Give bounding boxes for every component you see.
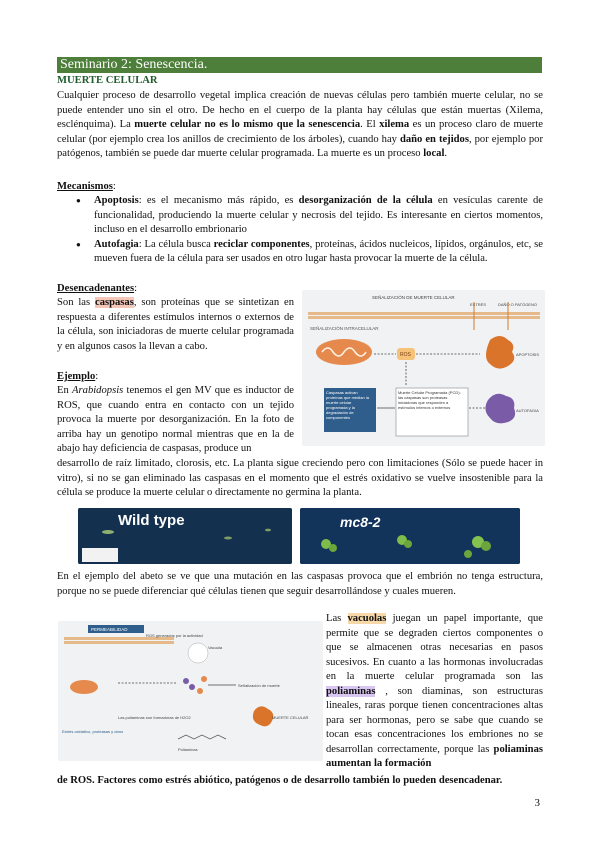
polyamine-diagram xyxy=(58,621,323,761)
section-header xyxy=(57,57,542,73)
mc8-photo xyxy=(300,508,520,564)
intro-paragraph xyxy=(57,89,543,162)
pcd-box-text: Muerte Celular Programada (PCD): las caspasas son proteasas iniciadoras que responden a estímulos internos o externos xyxy=(398,390,461,410)
item-bold: desorganización de la célula xyxy=(298,195,433,206)
item-label: Autofagia xyxy=(94,238,139,250)
heading-text: Ejemplo xyxy=(57,371,96,382)
photo-svg xyxy=(300,508,520,564)
intro-bold: muerte celular no es lo mismo que la senescencia xyxy=(134,119,361,130)
photo-svg xyxy=(78,508,292,564)
polyamine-dot xyxy=(201,676,207,682)
heading-colon: : xyxy=(112,181,116,192)
para-text: Las xyxy=(326,613,348,624)
intro-bold: daño en tejidos xyxy=(399,133,469,145)
item-text: : es el mecanismo más rápido, es xyxy=(138,195,299,206)
intro-bold: local xyxy=(423,148,445,159)
para-text: , son proteínas que se sintetizan en respuesta a diferentes estímulos internos o externos de la célula, son iniciadoras de muerte celular programada y en algunos casos la llevan a cabo. xyxy=(57,297,294,352)
autofagia-label: AUTOFAGIA xyxy=(516,408,539,413)
dying-cell-icon xyxy=(253,706,273,726)
intro-text: , por ejemplo por patógenos, también se puede dar muerte celular programada. La muerte es un proceso xyxy=(57,133,543,159)
vacuolas-last-line xyxy=(57,774,543,789)
highlight-caspasas: caspasas xyxy=(95,297,134,308)
photo-bg xyxy=(300,508,520,564)
caspase-box-text: Caspasas activan proteínas que median la muerte celular programada y la degradación de componentes xyxy=(326,390,369,420)
polyamine-dot xyxy=(197,688,203,694)
diagram-label-stress: ESTRÉS xyxy=(470,302,487,307)
intro-text: es un proceso claro de muerte celular (por ejemplo crea los anillos de crecimiento de los árboles), cuando hay xyxy=(57,119,543,145)
diagram-svg xyxy=(58,621,323,761)
diagram-svg xyxy=(302,290,545,446)
heading-colon: : xyxy=(95,371,99,382)
apoptosis-label: APOPTOSIS xyxy=(516,352,540,357)
item-label: Apoptosis xyxy=(94,195,139,206)
signal-label: Señalización de muerte xyxy=(238,683,280,688)
vacuole-icon xyxy=(188,643,208,663)
apoptotic-body-icon xyxy=(486,336,514,369)
desencadenantes-heading xyxy=(57,282,137,297)
para-text: desarrollo de raíz limitado, clorosis, etc. La planta sigue creciendo pero con limitaciones (Sólo se puede hacer in vitro), si no se gan eliminado las caspasas en el momento que el estrés oxidativo se vuelve insostenible para la célula se produce la muerte celular o directamente no germina la planta. xyxy=(57,458,543,498)
photo-label: Wild type xyxy=(118,512,185,529)
diagram-label-damage: DAÑO O PATÓGENO xyxy=(498,302,537,307)
ros-label: ROS xyxy=(400,352,411,358)
polyamine-dot xyxy=(189,684,195,690)
seedling-icon xyxy=(464,550,472,558)
seedling-icon xyxy=(102,530,114,534)
para-text: tenemos el gen MV que es inductor de ROS, que cuando entra en contacto con un tejido provoca la muerte por desorganización. En la foto de arriba hay un genotipo normal mientras que en la de abajo hay deficiencia de caspasas, produce un xyxy=(57,385,294,454)
mecanismos-heading xyxy=(57,180,116,195)
seedling-icon xyxy=(265,529,271,532)
highlight-poliaminas: poliaminas xyxy=(326,685,376,697)
species-name: Arabidopsis xyxy=(72,385,124,396)
para-bold: poliaminas aumentan la formación xyxy=(326,743,543,769)
photo-label: mc8-2 xyxy=(340,514,381,530)
diagram-label-intracell: SEÑALIZACIÓN INTRACELULAR xyxy=(310,326,379,331)
photo-scalebar xyxy=(82,548,118,562)
desencadenantes-paragraph xyxy=(57,296,294,354)
polyamine-label: Las poliaminas son formadoras de H2O2 xyxy=(118,715,191,720)
polyamine-structure xyxy=(178,735,226,739)
intro-bold: xilema xyxy=(379,119,410,130)
mitochondrion-icon xyxy=(70,680,98,694)
highlight-vacuolas: vacuolas xyxy=(347,613,387,624)
intro-text: Cualquier proceso de desarrollo vegetal implica creación de nuevas células pero también muerte celular, no se puede entender uno sin el otro. De hecho en el cuerpo de la planta hay células que están muertas (Xilema, esclénquima). La xyxy=(57,90,543,130)
diagram-title: PERMEABILIDAD xyxy=(91,627,128,632)
seedling-icon xyxy=(481,541,491,551)
membrane-band xyxy=(308,316,540,319)
heading-text: Desencadenantes xyxy=(57,283,135,294)
list-item xyxy=(74,238,543,267)
item-bold: reciclar componentes xyxy=(213,238,310,250)
seedling-icon xyxy=(404,540,412,548)
seedling-icon xyxy=(224,537,232,540)
membrane-band xyxy=(64,641,174,644)
para-text: En el ejemplo del abeto se ve que una mutación en las caspasas provoca que el embrión no tenga estructura, porque no se puede diferenciar qué células tienen que seguir desarrollándose y cuales mueren. xyxy=(57,571,543,597)
subsection-title: MUERTE CELULAR xyxy=(57,75,158,86)
ros-label: ROS generados por la actividad xyxy=(146,633,203,638)
ejemplo-heading xyxy=(57,370,98,385)
vacuole-label: Vacuola xyxy=(208,645,223,650)
abeto-paragraph xyxy=(57,570,543,599)
mecanismos-list xyxy=(74,194,543,267)
intro-text: . xyxy=(444,148,448,159)
list-item xyxy=(74,194,543,238)
vacuolas-paragraph xyxy=(326,612,543,772)
para-text: , son diaminas, son estructuras lineales, raras porque tienen concentraciones altas para ser hormonas, pero se sabe que cuando se tocan esas concentraciones los embriones no se desarrollan correctamente, porque las xyxy=(326,685,543,755)
para-text: juegan un papel importante, que permite que se degraden ciertos componentes o que se almacenen otras necesarias en pasos sucesivos. En cuanto a las hormonas involucradas en la muerte celular programada son las xyxy=(326,613,543,682)
item-text: : La célula busca xyxy=(138,238,214,250)
autophagic-body-icon xyxy=(485,394,515,424)
stress-label: Estrés oxidativo, proteasas y otros xyxy=(62,729,124,734)
intro-text: . El xyxy=(360,119,380,130)
caspase-diagram xyxy=(302,290,545,446)
para-text: En xyxy=(57,385,73,396)
para-text: Son las xyxy=(57,297,95,308)
polyamine-dot xyxy=(183,678,189,684)
item-text: en vesículas carente de funcionalidad, produciendo la muerte celular y necrosis del tejido. Es interesante en ciertos momentos, incluso en el desarrollo embrionario xyxy=(94,195,543,235)
wild-type-photo xyxy=(78,508,292,564)
section-title: Seminario 2: Senescencia. xyxy=(60,57,208,72)
para-text: de ROS. Factores como estrés abiótico, patógenos o de desarrollo también lo pueden desencadenar. xyxy=(57,775,503,786)
seedling-icon xyxy=(329,544,337,552)
item-text: , proteínas, ácidos nucleicos, lípidos, orgánulos, etc, se mueven fuera de la célula para ser usados en otro lugar hasta provocar la muerte de la célula. xyxy=(94,238,544,264)
death-label: MUERTE CELULAR xyxy=(272,715,309,720)
heading-colon: : xyxy=(134,283,138,294)
diagram-title: SEÑALIZACIÓN DE MUERTE CELULAR xyxy=(372,295,455,300)
membrane-band xyxy=(308,312,540,315)
page-number: 3 xyxy=(534,797,540,809)
polyamine-structure-label: Poliaminas xyxy=(178,747,198,752)
ejemplo-paragraph-cont xyxy=(57,457,543,501)
ejemplo-paragraph xyxy=(57,384,294,457)
heading-text: Mecanismos xyxy=(57,181,113,192)
